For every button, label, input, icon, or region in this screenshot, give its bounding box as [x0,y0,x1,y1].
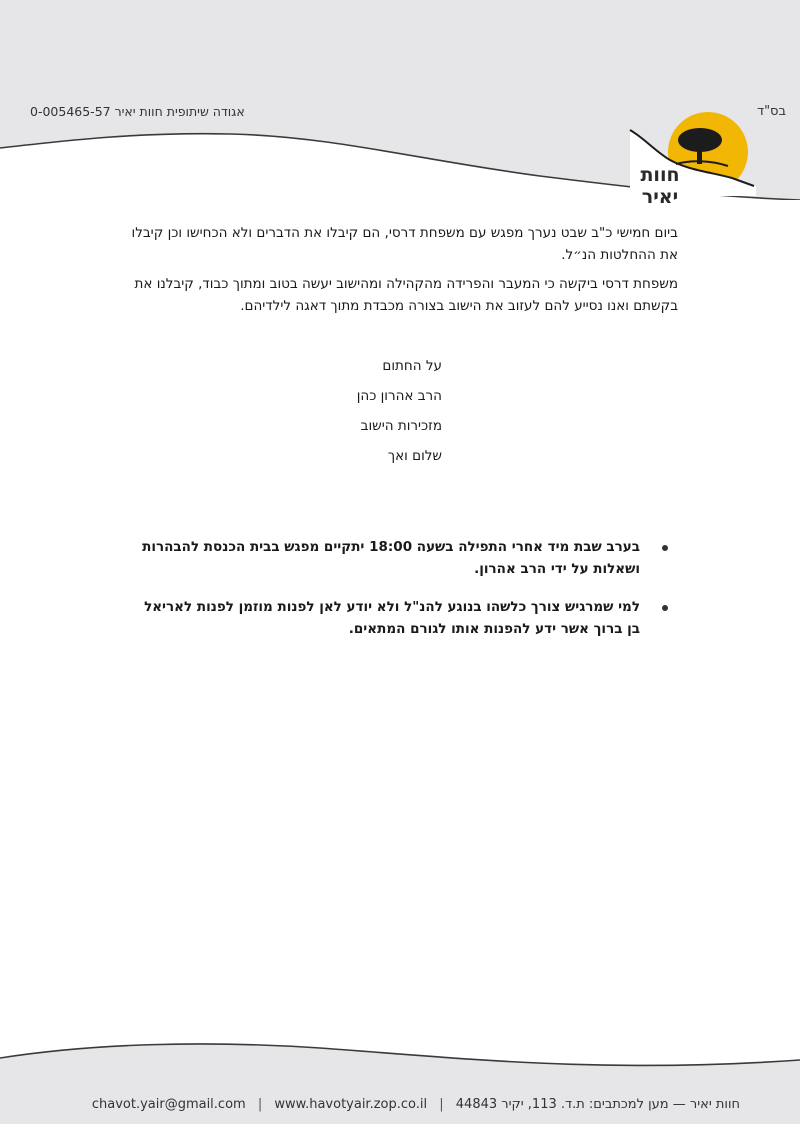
footer-address: חוות יאיר — מען למכתבים: ת.ד. 113, יקיר 44843 [455,1097,740,1112]
signature-name: הרב אהרון כהן [356,388,442,404]
organization-line: אגודה שיתופית חוות יאיר 0-005465-57 [30,104,245,119]
footer-email[interactable]: chavot.yair@gmail.com [91,1097,246,1112]
paragraph-meeting: ביום חמישי כ"ב שבט נערך מפגש עם משפחת דרסי, הם קיבלו את הדברים ולא הכחישו וכן קיבלו את ההחלטות הנ״ל. [131,225,678,263]
bullet-icon [662,545,668,551]
bsd-mark: בס"ד [756,104,786,119]
signature-heading: על החתום [382,358,442,374]
announcement-list [130,536,668,656]
list-item [130,536,668,580]
logo-text: חוות יאיר [640,164,680,208]
footer-website[interactable]: www.havotyair.zop.co.il [274,1097,428,1112]
list-item-text: בערב שבת מיד אחרי התפילה בשעה 18:00 יתקיים מפגש בבית הכנסת להבהרות ושאלות על ידי הרב אהרון. [142,539,640,577]
bullet-icon [662,605,668,611]
list-item-text: למי שמרגיש צורך כלשהו בנוגע להנ"ל ולא יודע לאן לפנות מוזמן לפנות לאריאל בן ברוך אשר ידע להפנות אותו לגורם המתאים. [144,599,640,637]
footer-separator: | [257,1097,263,1112]
signature-name-2: שלום ואך [387,448,442,464]
footer-separator: | [439,1097,444,1112]
paragraph-request: משפחת דרסי ביקשה כי המעבר והפרידה מהקהילה ומהישוב יעשה בטוב ומתוך כבוד, קיבלנו את בקשתם ואנו נסייע להם לעזוב את הישוב בצורה מכבדת מתוך דאגה לילדיהם. [134,276,678,314]
list-item [130,596,668,640]
footer-contact [0,1097,740,1112]
signature-office: מזכירות הישוב [360,418,442,434]
